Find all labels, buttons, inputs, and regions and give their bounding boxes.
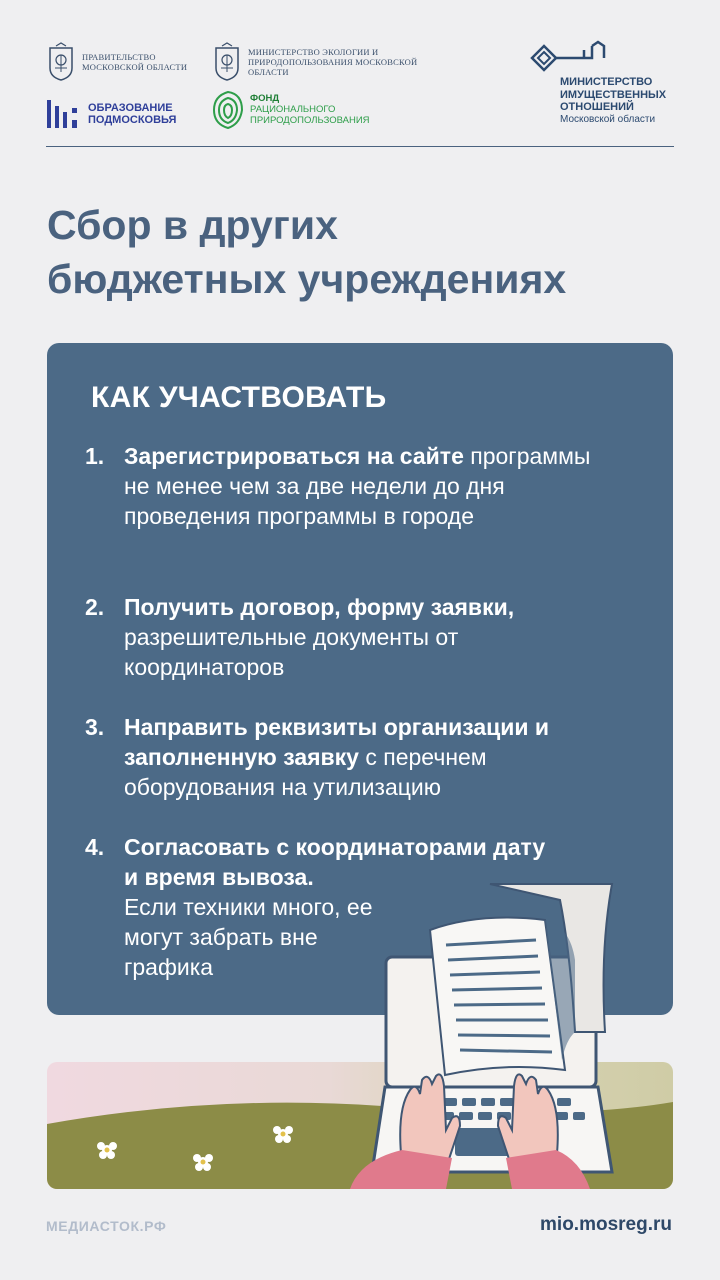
mio-line1: МИНИСТЕРСТВО xyxy=(560,76,653,88)
step-text xyxy=(124,712,614,802)
moscow-region-crest-icon xyxy=(212,42,242,82)
mio-logo-text xyxy=(560,76,666,126)
fond-line2: РАЦИОНАЛЬНОГО xyxy=(250,103,336,115)
step-bold-text: Зарегистрироваться на сайте xyxy=(124,443,464,469)
scene-strip xyxy=(47,1062,673,1189)
step-text xyxy=(124,832,564,982)
fond-logo-text xyxy=(250,93,370,126)
fond-line1: ФОНД xyxy=(250,92,280,104)
edu-logo xyxy=(46,98,176,130)
page-title xyxy=(47,198,687,306)
fingerprint-leaf-icon xyxy=(210,88,246,130)
card-title: КАК УЧАСТВОВАТЬ xyxy=(91,381,387,414)
header-logos xyxy=(46,38,674,147)
gov-logo xyxy=(46,42,192,82)
how-to-participate-card xyxy=(47,343,673,1015)
step-rest-text: Если техники много, ее могут забрать вне графика xyxy=(124,894,373,980)
mio-line4: Московской области xyxy=(560,113,656,125)
step-number: 1. xyxy=(85,443,105,469)
footer-site-link[interactable]: mio.mosreg.ru xyxy=(540,1214,672,1235)
step-item-3 xyxy=(85,712,614,802)
step-bold-text: Согласовать с координаторами дату и время вывоза. xyxy=(124,834,546,890)
step-item-2 xyxy=(85,592,515,682)
edu-logo-text xyxy=(88,102,176,126)
fond-line3: ПРИРОДОПОЛЬЗОВАНИЯ xyxy=(250,114,370,126)
key-building-icon xyxy=(530,40,610,78)
page-title-line2: бюджетных учреждениях xyxy=(47,256,567,302)
education-bars-icon xyxy=(46,98,84,130)
mio-line2: ИМУЩЕСТВЕННЫХ xyxy=(560,88,667,101)
step-rest-text: программы не менее чем за две недели до дня проведения программы в городе xyxy=(124,443,591,529)
meadow-illustration xyxy=(47,1062,673,1189)
step-item-1 xyxy=(85,441,614,531)
step-bold-text: Направить реквизиты организации и заполненную заявку xyxy=(124,714,550,770)
mio-line3: ОТНОШЕНИЙ xyxy=(560,101,634,113)
page-title-line1: Сбор в других xyxy=(47,202,338,248)
edu-logo-line2: ПОДМОСКОВЬЯ xyxy=(88,114,177,126)
mio-logo xyxy=(530,40,666,126)
min-eco-logo xyxy=(212,42,438,82)
step-number: 3. xyxy=(85,714,105,740)
step-rest-text: разрешительные документы от координаторов xyxy=(124,624,459,680)
min-eco-logo-text: МИНИСТЕРСТВО ЭКОЛОГИИ И ПРИРОДОПОЛЬЗОВАНИЯ МОСКОВСКОЙ ОБЛАСТИ xyxy=(248,47,418,77)
step-text xyxy=(124,592,515,682)
edu-logo-line1: ОБРАЗОВАНИЕ xyxy=(88,102,173,114)
moscow-region-crest-icon xyxy=(46,42,76,82)
step-number: 2. xyxy=(85,594,105,620)
fond-logo xyxy=(210,88,370,130)
step-item-4 xyxy=(85,832,564,982)
step-number: 4. xyxy=(85,834,105,860)
step-rest-text: с перечнем оборудования на утилизацию xyxy=(124,744,487,800)
footer-source: МЕДИАСТОК.РФ xyxy=(46,1218,167,1234)
step-text xyxy=(124,441,614,531)
gov-logo-text: ПРАВИТЕЛЬСТВО МОСКОВСКОЙ ОБЛАСТИ xyxy=(82,52,188,72)
step-bold-text: Получить договор, форму заявки, xyxy=(124,594,515,620)
